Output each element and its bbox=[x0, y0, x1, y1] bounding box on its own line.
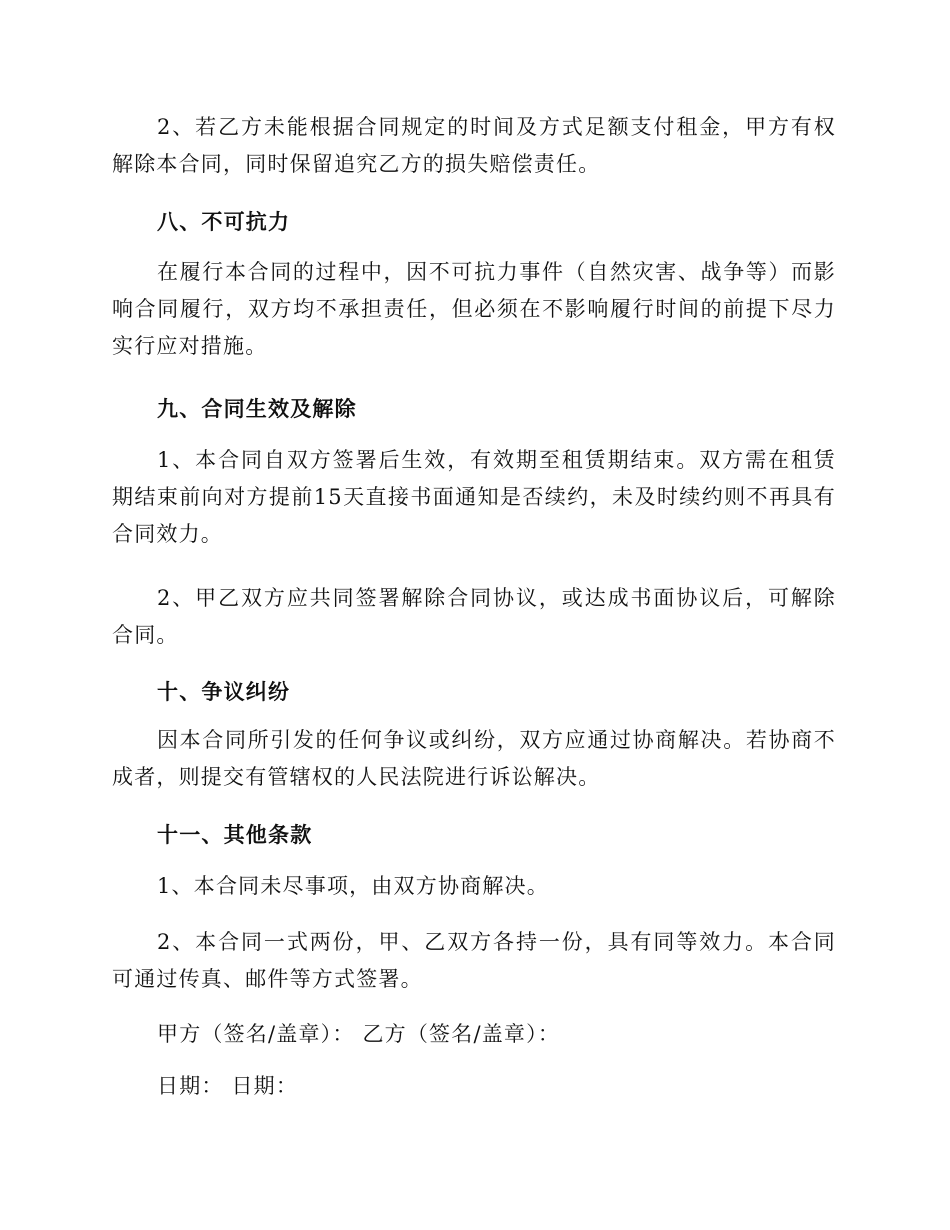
date-line: 日期： 日期： bbox=[157, 1074, 299, 1098]
paragraph-other-terms-1: 1、本合同未尽事项，由双方协商解决。 bbox=[157, 874, 549, 898]
paragraph-rent-breach: 2、若乙方未能根据合同规定的时间及方式足额支付租金，甲方有权解除本合同，同时保留追究乙方的损失赔偿责任。 bbox=[112, 115, 836, 176]
paragraph-force-majeure: 在履行本合同的过程中，因不可抗力事件（自然灾害、战争等）而影响合同履行，双方均不承担责任，但必须在不影响履行时间的前提下尽力实行应对措施。 bbox=[112, 260, 836, 358]
signature-line: 甲方（签名/盖章）： 乙方（签名/盖章）： bbox=[157, 1022, 561, 1046]
paragraph-termination: 2、甲乙双方应共同签署解除合同协议，或达成书面协议后，可解除合同。 bbox=[112, 586, 836, 647]
paragraph-disputes: 因本合同所引发的任何争议或纠纷，双方应通过协商解决。若协商不成者，则提交有管辖权的人民法院进行诉讼解决。 bbox=[112, 728, 836, 789]
section-heading-disputes: 十、争议纠纷 bbox=[157, 679, 291, 704]
paragraph-other-terms-2: 2、本合同一式两份，甲、乙双方各持一份，具有同等效力。本合同可通过传真、邮件等方式签署。 bbox=[112, 930, 836, 991]
section-heading-other-terms: 十一、其他条款 bbox=[157, 822, 313, 847]
section-heading-effect-termination: 九、合同生效及解除 bbox=[157, 396, 357, 421]
section-heading-force-majeure: 八、不可抗力 bbox=[157, 209, 291, 234]
paragraph-effectiveness: 1、本合同自双方签署后生效，有效期至租赁期结束。双方需在租赁期结束前向对方提前15天直接书面通知是否续约，未及时续约则不再具有合同效力。 bbox=[112, 448, 836, 546]
